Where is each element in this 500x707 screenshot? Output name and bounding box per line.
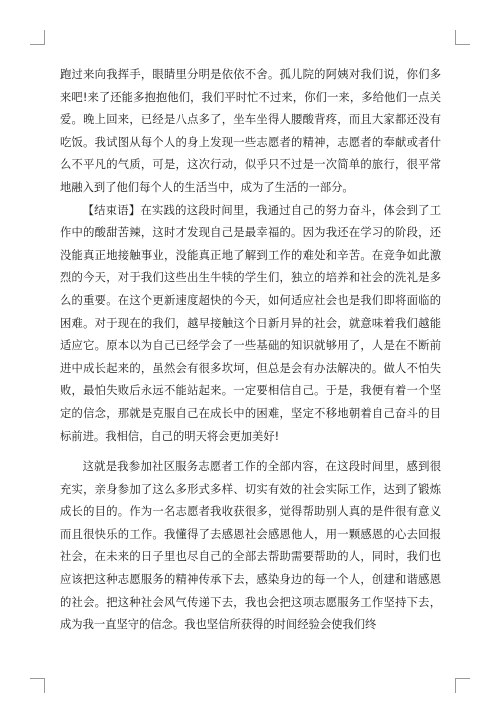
crop-mark-top-left (30, 30, 45, 45)
crop-mark-top-right (455, 30, 470, 45)
paragraph-summary: 这就是我参加社区服务志愿者工作的全部内容，在这段时间里，感到很充实，亲身参加了这么多形式多样、切实有效的社会实际工作，达到了锻炼成长的目的。作为一名志愿者我收获很多，觉得帮助别人真的是件很有意义而且很快乐的工作。我懂得了去感恩社会感恩他人，用一颗感恩的心去回报社会，在未来的日子里也尽自己的全部去帮助需要帮助的人，同时，我们也应该把这种志愿服务的精神传承下去，感染身边的每一个人，创建和谐感恩的社会。把这种社会风气传递下去，我也会把这项志愿服务工作坚持下去，成为我一直坚守的信念。我也坚信所获得的时间经验会使我们终 (60, 460, 441, 632)
paragraph-conclusion: 【结束语】在实践的这段时间里，我通过自己的努力奋斗，体会到了工作中的酸甜苦辣，这时才发现自己是最幸福的。因为我还在学习的阶段，还没能真正地接触事业，没能真正地了解到工作的难处和辛苦。在竞争如此激烈的今天，对于我们这些出生牛犊的学生们，独立的培养和社会的洗礼是多么的重要。在这个更新速度超快的今天，如何适应社会也是我们即将面临的困难。对于现在的我们，越早接触这个日新月异的社会，就意味着我们越能适应它。原本以为自己已经学会了一些基础的知识就够用了，人是在不断前进中成长起来的，虽然会有很多坎坷，但总是会有办法解决的。做人不怕失败，最怕失败后永远不能站起来。一定要相信自己。于是，我便有着一个坚定的信念，那就是克服自己在成长中的困难，坚定不移地朝着自己奋斗的目标前进。我相信，自己的明天将会更加美好! (60, 203, 441, 443)
document-body (60, 64, 441, 637)
crop-mark-bottom-left (30, 678, 45, 693)
crop-mark-bottom-right (455, 678, 470, 693)
paragraph-continuation: 跑过来向我挥手，眼睛里分明是依依不舍。孤儿院的阿姨对我们说，你们多来吧!来了还能多抱抱他们，我们平时忙不过来，你们一来，多给他们一点关爱。晚上回来，已经是八点多了，坐车坐得人腰酸背疼，而且大家都还没有吃饭。我试图从每个人的身上发现一些志愿者的精神，志愿者的奉献或者什么不平凡的气质，可是，这次行动，似乎只不过是一次简单的旅行，很平常地融入到了他们每个人的生活当中，成为了生活的一部分。 (60, 68, 441, 194)
